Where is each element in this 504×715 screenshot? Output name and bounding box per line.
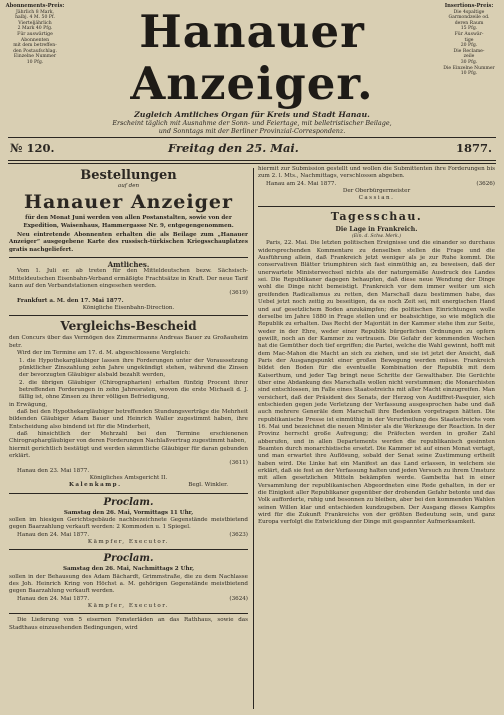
vergleich-intro: den Concurs über das Vermögen des Zimmermanns Andreas Bauer zu Großauheim betr. (9, 335, 248, 349)
proclam-1-heading: Proclam. (103, 496, 154, 508)
insertion-price-line: Die Einzelne Nummer (443, 65, 495, 71)
insertion-price-line: Für Auswär- (454, 31, 484, 37)
subscription-price-line: Abonnenten (20, 37, 50, 43)
submission-signature-title: Der Oberbürgermeister (342, 188, 411, 195)
submission-number: (3626) (476, 180, 495, 187)
vergleich-item-1: 1. die Hypothekargläubiger lassen ihre Forderungen unter der Voraussetzung pünktlicher Zinszahlung zehn Jahre ungekündigt stehen, während die Zinsen der bevorzugten Gläubiger alsbald bezahlt werden, (19, 357, 248, 379)
vergleich-number: (3611) (229, 460, 248, 467)
amtliches-heading: Amtliches. (107, 260, 150, 270)
subscription-price-line: Einzelne Nummer (13, 54, 57, 60)
lage-source: (Ein. d. Schw. Merk.) (352, 234, 401, 240)
subscription-price-line: Jährlich 8 Mark, (16, 9, 54, 15)
newspaper-tagline: Erscheint täglich mit Ausnahme der Sonn- und Feiertage, mit belletristischer Beilage, (112, 119, 392, 127)
submission-signature-name: Cassian. (358, 195, 395, 202)
vergleich-paragraph: daß bei den Hypothekargläubiger betreffenden Stundungsverträge die Mehrheit bildenden Gläubiger Adam Bauer und Heinrich Waller zugestimmt haben, ihre Entscheidung also bindend ist für die Minderheit, (9, 408, 248, 430)
divider (9, 549, 248, 550)
insertion-price-line: deren Raum (454, 20, 484, 26)
vergleich-paragraph: daß hinsichtlich der Mehrzahl bei den Termine erschienenen Chirographargläubiger von deren Forderungen Nachlaßvertrag zugestimmt haben, (9, 430, 248, 445)
subscription-price-line: Für auswärtige (17, 31, 53, 37)
newspaper-subtitle: Zugleich Amtliches Organ für Kreis und Stadt Hanau. (134, 110, 370, 119)
proclam-1-signature: Kämpfer, Executor. (87, 539, 170, 546)
proclam-2-number: (3624) (229, 595, 248, 602)
orders-auf: auf den (117, 183, 140, 189)
right-column (258, 166, 495, 709)
vergleich-heading: Vergleichs-Bescheid (60, 319, 197, 334)
insertion-price-line: Die 4spaltige (453, 9, 485, 15)
amtliches-number: (3619) (229, 290, 248, 297)
vergleich-date: Hanau den 23. Mai 1877. (17, 467, 90, 474)
subscription-price-line: den Postaufschlag. (13, 48, 57, 54)
masthead (70, 6, 434, 135)
orders-heading: Bestellungen (80, 168, 177, 183)
vergleich-signature-2: Begl. Winkler. (188, 482, 228, 489)
insertion-price-line: Garmondzeile od. (448, 15, 490, 21)
proclam-1-place: Hanau den 24. Mai 1877. (17, 531, 90, 538)
header-rule-double (8, 163, 496, 164)
lieferung-text: Die Lieferung von 5 eisernen Fensterläden an das Rathhaus, sowie das Stadthaus einzusehenden Bedingungen, wird (9, 617, 248, 631)
insertion-price-line: 10 Pfg. (460, 71, 478, 77)
subscription-price-line: mit dem betreffen- (13, 43, 57, 49)
insertion-price-line: tige (464, 37, 474, 43)
proclam-2-date: Samstag den 26. Mai, Nachmittags 2 Uhr, (62, 566, 195, 573)
insertion-price-box (438, 4, 500, 77)
proclam-1-date: Samstag den 26. Mai, Vormittags 11 Uhr, (63, 509, 194, 516)
insertion-price-line: 30 Pfg. (460, 59, 478, 65)
insertion-price-line: Die Reclame- (453, 48, 485, 54)
divider (9, 257, 248, 258)
subscription-price-line: Vierteljährlich (18, 20, 52, 26)
insertion-price-line: 20 Pfg. (460, 43, 478, 49)
proclam-2-place: Hanau den 24. Mai 1877. (17, 595, 90, 602)
column-separator (253, 168, 254, 709)
submission-footer (258, 181, 495, 188)
subscription-price-line: 10 Pfg. (26, 59, 44, 65)
divider (9, 315, 248, 316)
proclam-2-text: sollen in der Behausung des Adam Bächardt, Grimmstraße, die zu dem Nachlasse des Joh. Heinrich Kring von Höchst a. M. gehörigen Gegenstände meistbietend gegen Baarzahlung verkauft werden. (9, 573, 248, 595)
divider (9, 493, 248, 494)
issue-year: 1877. (455, 141, 492, 155)
amtliches-text: Vom 1. Juli er. ab treten für den Mitteldeutschen bezw. Sächsisch-Mitteldeutschen Eisenbahn-Verband ermäßigte Frachtsätze in Kraft. Der neue Tarif kann auf den Verbandstationen eingesehen werden. (9, 268, 248, 290)
issue-date: Freitag den 25. Mai. (168, 141, 299, 155)
amtliches-place: Frankfurt a. M. den 17. Mai 1877. (17, 297, 124, 304)
subscription-price-heading: Abonnements-Preis: (5, 3, 65, 9)
proclam-2-footer (9, 596, 248, 603)
orders-text: für den Monat Juni werden von allen Postanstalten, sowie von der Expedition, Waisenhaus, Hammergasse Nr. 9, entgegengenommen. (23, 215, 234, 229)
issue-number: № 120. (10, 141, 55, 155)
submission-place: Hanau am 24. Mai 1877. (266, 180, 337, 187)
proclam-2-signature: Kämpfer, Executor. (87, 603, 170, 610)
dateline (8, 141, 496, 159)
orders-newspaper-name: Hanauer Anzeiger (24, 191, 233, 214)
tagesschau-heading: Tagesschau. (330, 209, 423, 223)
lage-heading: Die Lage in Frankreich. (335, 225, 418, 233)
insertion-price-line: 15 Pfg. (460, 26, 478, 32)
vergleich-court: Königliches Amtsgericht II. (89, 475, 168, 481)
subscription-price-box (4, 4, 66, 66)
vergleich-paragraph: in Erwägung, (9, 401, 48, 408)
newspaper-tagline-2: und Sonntags mit der Berliner Provinzial-Correspondenz. (158, 127, 346, 135)
vergleich-signature-1: Kalenkamp. (69, 482, 122, 489)
insertion-price-heading: Insertions-Preis: (444, 3, 494, 9)
vergleich-paragraph: hiermit gerichtlich bestätigt und werden sämmtliche Gläubiger für daran gebunden erklärt. (9, 445, 248, 459)
subscription-price-line: halbj. 4 M. 50 Pf. (15, 15, 55, 21)
proclam-1-number: (3623) (229, 531, 248, 538)
vergleich-item-2: 2. die übrigen Gläubiger (Chirographarien) erhalten fünfzig Procent ihrer betreffenden Forderungen in zehn Jahresraten, wovon die erste Michaeli d. J. fällig ist, ohne Zinsen zu ihrer völligen Befriedigung, (19, 379, 248, 401)
divider (258, 206, 495, 207)
proclam-1-text: sollen im hiesigen Gerichtsgebäude nachbezeichnete Gegenstände meistbietend gegen Baarzahlung verkauft werden: 2 Kommoden u. 1 Spiegel. (9, 517, 248, 531)
proclam-2-heading: Proclam. (103, 553, 154, 565)
proclam-1-footer (9, 532, 248, 539)
header-rule-bottom (8, 160, 496, 161)
article-body: Paris, 22. Mai. Die letzten politischen Ereignisse und die einander so durchaus widersprechenden Kommentare zu denselben stellen die Frage und die Ausführung allein, daß Frankreich jetzt weniger als je zur Ruhe kommt. Die conservativen Blätter triumphiren sich fast einmüthig an, zu beweisen, daß der unerwartete Ministerwechsel nichts als der naturgemäße Ausdruck des Landes sei. Die Republikaner dagegen behaupten, daß diese neue Wendung der Dinge wohl die Dinge nicht bemeistigt. Frankreich vor dem immer weiter um sich greifenden Radicalismus zu retten, den Marschall dazu bestimmen habe, das Uebel jetzt noch zeitig zu beseitigen, da es noch Zeit sei, mit energischen Hand und auf gesetzlichem Boden anzukämpfen; die politischen Einrichtungen wolle derselbe im Jahre 1880 in Frage stellen und er beabsichtige, so wie möglich die Republik zu erhalten. Das Recht der Majorität in der Kammer stehe ihm zur Seite, weder in der Ehre, weder einer Republik bürgerlichen Ordnungen zu opfern gewillt, noch an der Kammer zu vertrauen. Die Gefahr der kommenden Wochen hat die Gemüther doch tief ergriffen; die Partei, welche die Wahl gewinnt, hofft mit dem Mac-Mahon die Macht an sich zu ziehen, und sie ist jetzt der Ansicht, daß Paris der Ausgangspunkt einer großen Bewegung werden müsse. Frankreich bildet den Boden für die eventuelle Kombination der Republik mit dem Kaiserthum, und jeder Tag bringt neue Schritte der Gewalthaber. Die Gerüchte über eine Abdankung des Marschalls wollen nicht verstummen; die Monarchisten sind entschlossen, im Falle eines Staatsstreichs mit aller Macht einzugreifen. Man versichert, daß der Präsident des Senats, der Herzog von Audiffret-Pasquier, sich entschieden gegen jede Verletzung der Verfassung ausgesprochen habe und daß auch mehrere Generäle dem Marschall ihre Bedenken vorgetragen hätten. Die republikanische Presse ist einmüthig in der Verurtheilung des Staatsstreichs vom 16. Mai und bezeichnet die neuen Minister als die Werkzeuge der Reaction. In der Provinz herrscht große Aufregung; die Präfecten werden in großer Zahl abberufen, und in allen Departements werden die republikanisch gesinnten Beamten durch monarchistische ersetzt. Die Kammer ist auf einen Monat vertagt, und man erwartet ihre Auflösung, sobald der Senat seine Zustimmung ertheilt haben wird. Die Linke hat ein Manifest an das Land erlassen, in welchem sie erklärt, daß sie fest an der Verfassung halten und jeden Versuch zu ihrem Umsturz mit allen gesetzlichen Mitteln bekämpfen werde. Gambetta hat in einer Versammlung der republikanischen Abgeordneten eine Rede gehalten, in der er die Einigkeit aller Republikaner gegenüber der drohenden Gefahr betonte und das Volk aufforderte, ruhig und besonnen zu bleiben, aber bei den kommenden Wahlen seinen Willen klar und entschieden kundzugeben. Der Ausgang dieses Kampfes wird für die Zukunft Frankreichs von der größten Bedeutung sein, und ganz Europa verfolgt die Entwicklung der Dinge mit gespannter Aufmerksamkeit. (258, 240, 495, 526)
subscription-price-line: 2 Mark 40 Pfg. (17, 26, 53, 32)
header-rule-top (8, 137, 496, 138)
orders-text-2: Neu eintretende Abonnenten erhalten die als Beilage zum „Hanauer Anzeiger“ ausgegebene Karte des russisch-türkischen Kriegsschauplatzes gratis nachgeliefert. (9, 232, 248, 253)
newspaper-title: Hanauer Anzeiger. (130, 5, 374, 110)
submission-text: hiermit zur Submission gestellt und wollen die Submittenten ihre Forderungen bis zum 2. l. Mts., Nachmittags, verschlossen abgeben. (258, 166, 495, 180)
vergleich-signatures (9, 482, 248, 489)
divider (9, 613, 248, 614)
left-column (9, 166, 248, 709)
insertion-price-line: zeile (463, 54, 475, 60)
vergleich-paragraph: Wird der im Termine am 17. d. M. abgeschlossene Vergleich: (17, 350, 191, 357)
amtliches-signature: Königliche Eisenbahn-Direction. (82, 305, 175, 312)
